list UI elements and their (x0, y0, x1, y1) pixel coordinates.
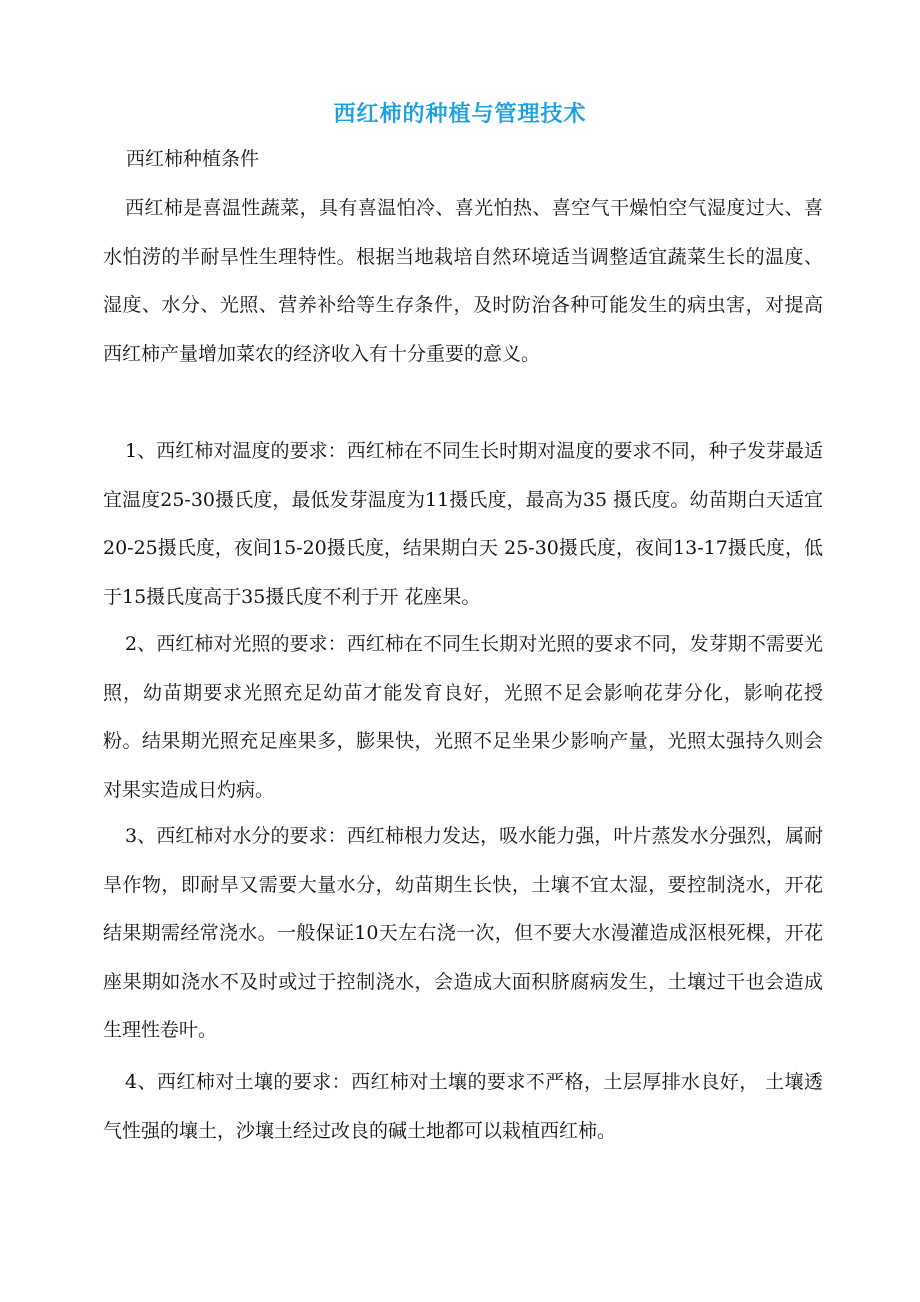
temperature-paragraph: 1、西红柿对温度的要求：西红柿在不同生长时期对温度的要求不同，种子发芽最适宜温度25-30摄氏度，最低发芽温度为11摄氏度，最高为35 摄氏度。幼苗期白天适宜20-25摄氏度，夜间15-20摄氏度，结果期白天 25-30摄氏度，夜间13-17摄氏度，低于15摄氏度高于35摄氏度不利于开 花座果。 (103, 440, 823, 608)
water-paragraph: 3、西红柿对水分的要求：西红柿根力发达，吸水能力强，叶片蒸发水分强烈，属耐旱作物，即耐旱又需要大量水分，幼苗期生长快，土壤不宜太湿，要控制浇水，开花结果期需经常浇水。一般保证10天左右浇一次，但不要大水漫灌造成沤根死棵，开花座果期如浇水不及时或过于控制浇水，会造成大面积脐腐病发生，土壤过干也会造成生理性卷叶。 (103, 825, 823, 1041)
intro-paragraph: 西红柿是喜温性蔬菜，具有喜温怕冷、喜光怕热、喜空气干燥怕空气湿度过大、喜水怕涝的半耐旱性生理特性。根据当地栽培自然环境适当调整适宜蔬菜生长的温度、湿度、水分、光照、营养补给等生存条件，及时防治各种可能发生的病虫害，对提高西红柿产量增加菜农的经济收入有十分重要的意义。 (103, 197, 823, 365)
section-heading: 西红柿种植条件 (126, 148, 260, 170)
light-paragraph: 2、西红柿对光照的要求：西红柿在不同生长期对光照的要求不同，发芽期不需要光照，幼苗期要求光照充足幼苗才能发育良好，光照不足会影响花芽分化，影响花授粉。结果期光照充足座果多，膨果快，光照不足坐果少影响产量，光照太强持久则会对果实造成日灼病。 (103, 633, 823, 801)
soil-paragraph: 4、西红柿对土壤的要求：西红柿对土壤的要求不严格，土层厚排水良好， 土壤透气性强的壤土，沙壤土经过改良的碱土地都可以栽植西红柿。 (103, 1071, 823, 1142)
document-title: 西红柿的种植与管理技术 (333, 101, 587, 127)
